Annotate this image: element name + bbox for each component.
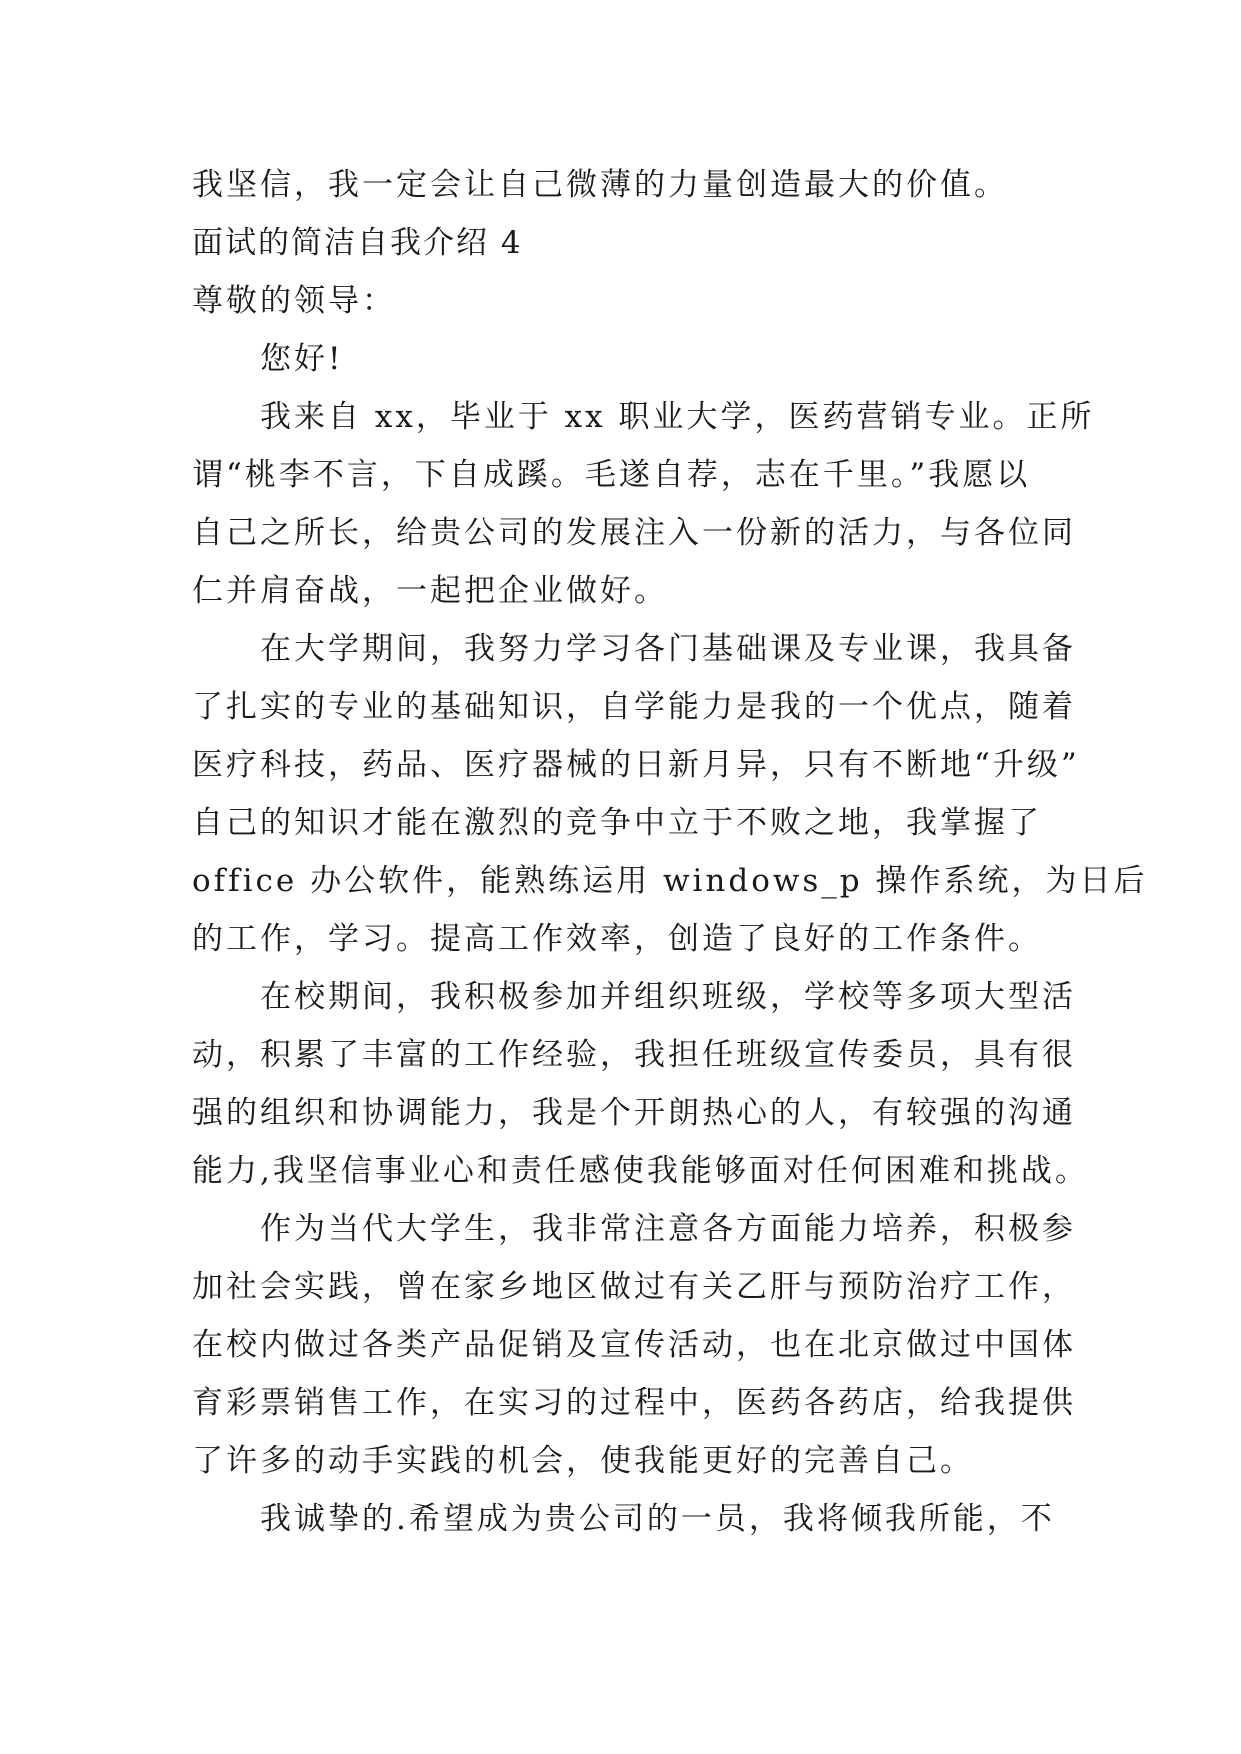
text-line: 强的组织和协调能力，我是个开朗热心的人，有较强的沟通 bbox=[192, 1095, 1076, 1131]
text-line: 了扎实的专业的基础知识，自学能力是我的一个优点，随着 bbox=[192, 689, 1076, 725]
text-line: 我来自 xx，毕业于 xx 职业大学，医药营销专业。正所 bbox=[192, 399, 1095, 435]
salutation: 尊敬的领导： bbox=[192, 283, 396, 319]
greeting: 您好! bbox=[192, 341, 344, 377]
text-line: 谓“桃李不言，下自成蹊。毛遂自荐，志在千里。”我愿以 bbox=[192, 457, 1031, 493]
text-line: 作为当代大学生，我非常注意各方面能力培养，积极参 bbox=[192, 1211, 1076, 1247]
text-line: 自己的知识才能在激烈的竞争中立于不败之地，我掌握了 bbox=[192, 805, 1042, 841]
text-line: 能力,我坚信事业心和责任感使我能够面对任何困难和挑战。 bbox=[192, 1153, 1089, 1189]
text-line: 自己之所长，给贵公司的发展注入一份新的活力，与各位同 bbox=[192, 515, 1076, 551]
text-line: 加社会实践，曾在家乡地区做过有关乙肝与预防治疗工作， bbox=[192, 1269, 1076, 1305]
text-line: 在大学期间，我努力学习各门基础课及专业课，我具备 bbox=[192, 631, 1076, 667]
text-line: 在校期间，我积极参加并组织班级，学校等多项大型活 bbox=[192, 979, 1076, 1015]
text-line: 在校内做过各类产品促销及宣传活动，也在北京做过中国体 bbox=[192, 1327, 1076, 1363]
text-line: 动，积累了丰富的工作经验，我担任班级宣传委员，具有很 bbox=[192, 1037, 1076, 1073]
text-line: office 办公软件，能熟练运用 windows_p 操作系统，为日后 bbox=[192, 863, 1148, 899]
text-line: 我坚信，我一定会让自己微薄的力量创造最大的价值。 bbox=[192, 167, 1008, 203]
text-line: 仁并肩奋战，一起把企业做好。 bbox=[192, 573, 668, 609]
document-body bbox=[192, 156, 1148, 1548]
text-line: 的工作，学习。提高工作效率，创造了良好的工作条件。 bbox=[192, 921, 1042, 957]
text-line: 了许多的动手实践的机会，使我能更好的完善自己。 bbox=[192, 1443, 974, 1479]
text-line: 我诚挚的.希望成为贵公司的一员，我将倾我所能，不 bbox=[192, 1501, 1055, 1537]
section-heading: 面试的简洁自我介绍 4 bbox=[192, 225, 523, 261]
text-line: 医疗科技，药品、医疗器械的日新月异，只有不断地“升级” bbox=[192, 747, 1080, 783]
text-line: 育彩票销售工作，在实习的过程中，医药各药店，给我提供 bbox=[192, 1385, 1076, 1421]
